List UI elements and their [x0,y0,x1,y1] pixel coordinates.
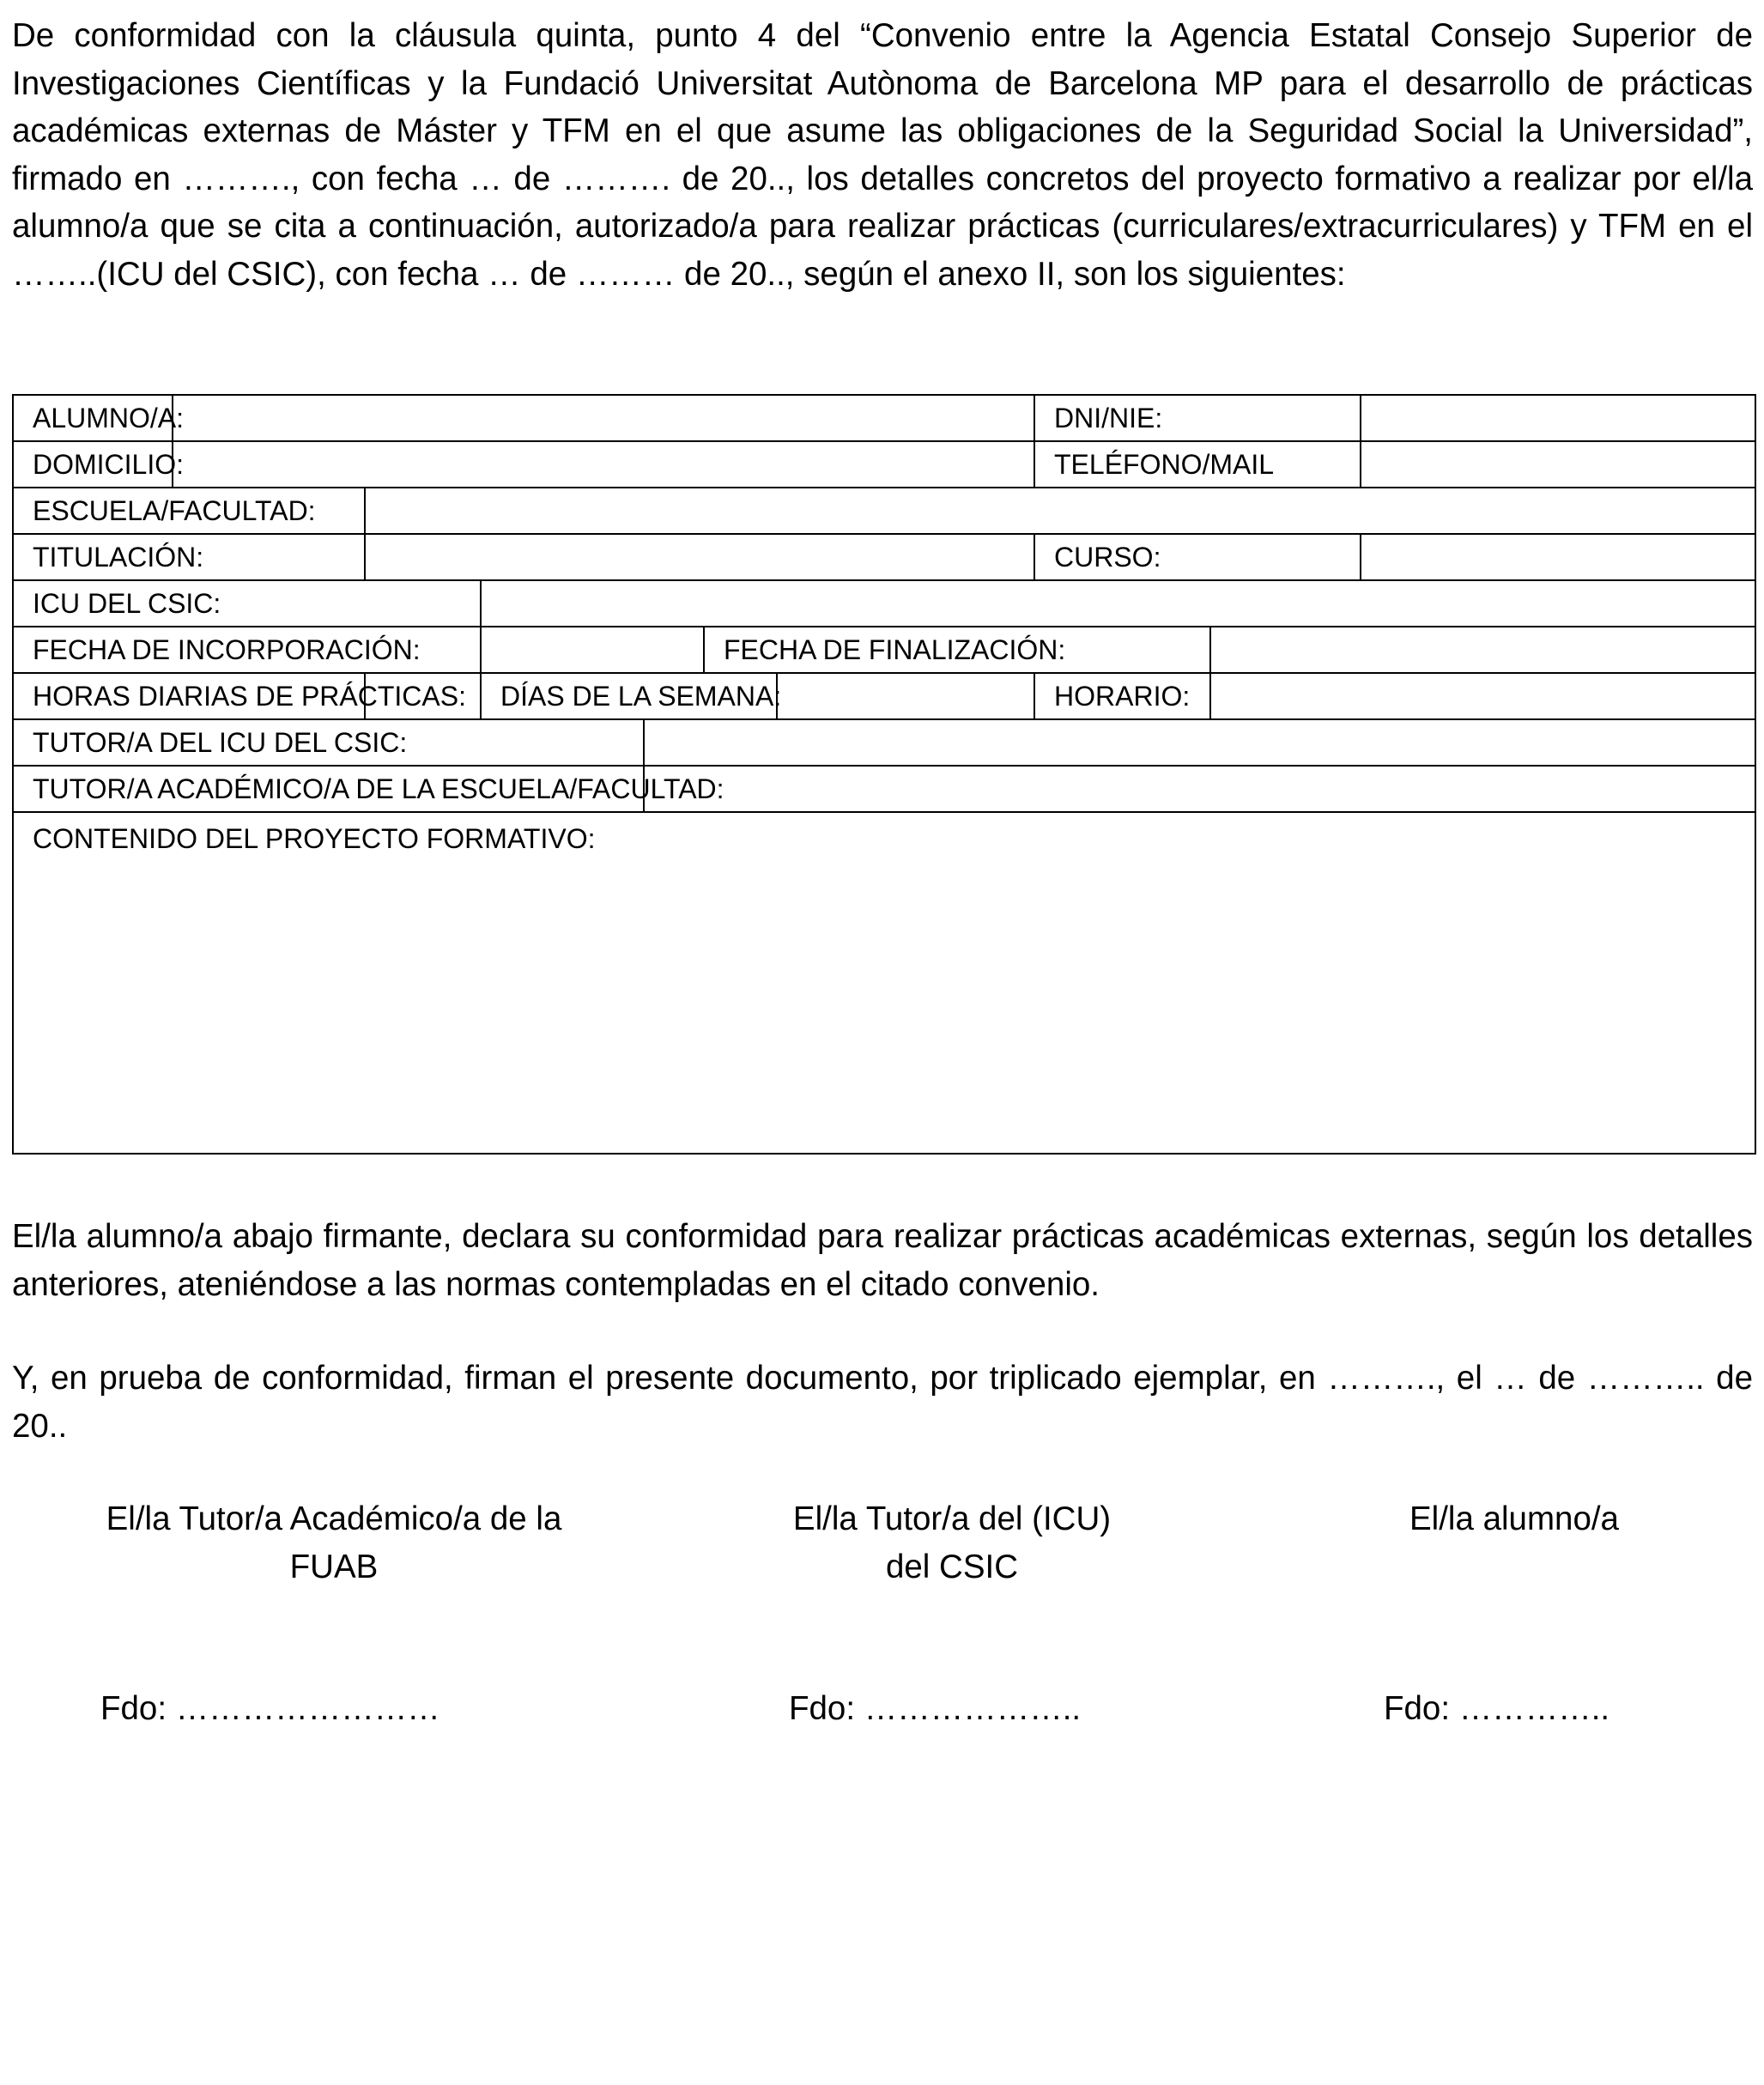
curso-label: CURSO: [1034,534,1361,580]
row-escuela [13,488,1755,534]
fecha-finalizacion-label: FECHA DE FINALIZACIÓN: [704,627,1210,673]
dias-field[interactable] [777,673,1034,719]
domicilio-label: DOMICILIO: [13,441,173,488]
horas-label: HORAS DIARIAS DE PRÁCTICAS: [13,673,365,719]
signature-icu-tutor [682,1495,1222,1591]
horario-label: HORARIO: [1034,673,1210,719]
row-tutor-academico [13,766,1755,812]
row-alumno [13,395,1755,441]
fdo-academic-tutor: Fdo: …………………… [100,1690,440,1727]
fdo-student: Fdo: ………….. [1384,1690,1610,1727]
tutor-icu-field[interactable] [644,719,1755,766]
telefono-field[interactable] [1361,441,1755,488]
signature-student [1282,1495,1746,1543]
tutor-academico-label: TUTOR/A ACADÉMICO/A DE LA ESCUELA/FACULTAD: [13,766,644,812]
dni-field[interactable] [1361,395,1755,441]
escuela-field[interactable] [365,488,1755,534]
icu-label: ICU DEL CSIC: [13,580,481,627]
row-fechas [13,627,1755,673]
icu-tutor-line2: del CSIC [885,1549,1019,1585]
row-horas [13,673,1755,719]
student-label: El/la alumno/a [1409,1500,1619,1537]
signature-academic-tutor [55,1495,613,1591]
row-tutor-icu [13,719,1755,766]
dias-label: DÍAS DE LA SEMANA: [481,673,777,719]
dni-label: DNI/NIE: [1034,395,1361,441]
icu-tutor-line1: El/la Tutor/a del (ICU) [792,1500,1112,1537]
alumno-label: ALUMNO/A: [13,395,173,441]
academic-tutor-line2: FUAB [289,1549,379,1585]
row-titulacion [13,534,1755,580]
domicilio-field[interactable] [173,441,1034,488]
fecha-incorporacion-field[interactable] [481,627,704,673]
titulacion-label: TITULACIÓN: [13,534,365,580]
fecha-finalizacion-field[interactable] [1210,627,1755,673]
student-data-form [12,394,1756,1155]
row-domicilio [13,441,1755,488]
alumno-field[interactable] [173,395,1034,441]
curso-field[interactable] [1361,534,1755,580]
academic-tutor-line1: El/la Tutor/a Académico/a de la [106,1500,562,1537]
contenido-field[interactable]: CONTENIDO DEL PROYECTO FORMATIVO: [13,812,1755,1154]
escuela-label: ESCUELA/FACULTAD: [13,488,365,534]
row-contenido [13,812,1755,1154]
fecha-incorporacion-label: FECHA DE INCORPORACIÓN: [13,627,481,673]
icu-field[interactable] [481,580,1755,627]
row-icu [13,580,1755,627]
telefono-label: TELÉFONO/MAIL [1034,441,1361,488]
intro-paragraph: De conformidad con la cláusula quinta, punto 4 del “Convenio entre la Agencia Estatal Consejo Superior de Investigaciones Científicas y la Fundació Universitat Autònoma de Barcelona MP para el desarrollo de prácticas académicas externas de Máster y TFM en el que asume las obligaciones de la Seguridad Social la Universidad”, firmado en ………., con fecha … de ………. de 20.., los detalles concretos del proyecto formativo a realizar por el/la alumno/a que se cita a continuación, autorizado/a para realizar prácticas (curriculares/extracurriculares) y TFM en el ……..(ICU del CSIC), con fecha … de ……… de 20.., según el anexo II, son los siguientes: [12,17,1753,293]
declaration-paragraph: El/la alumno/a abajo firmante, declara su conformidad para realizar prácticas académicas externas, según los detalles anteriores, ateniéndose a las normas contempladas en el citado convenio. [12,1218,1753,1303]
fdo-icu-tutor: Fdo: ……………….. [789,1690,1082,1727]
proof-paragraph: Y, en prueba de conformidad, firman el presente documento, por triplicado ejemplar, en ………., el … de ……….. de 20.. [12,1360,1753,1445]
horario-field[interactable] [1210,673,1755,719]
tutor-icu-label: TUTOR/A DEL ICU DEL CSIC: [13,719,644,766]
titulacion-field[interactable] [365,534,1034,580]
tutor-academico-field[interactable] [644,766,1755,812]
